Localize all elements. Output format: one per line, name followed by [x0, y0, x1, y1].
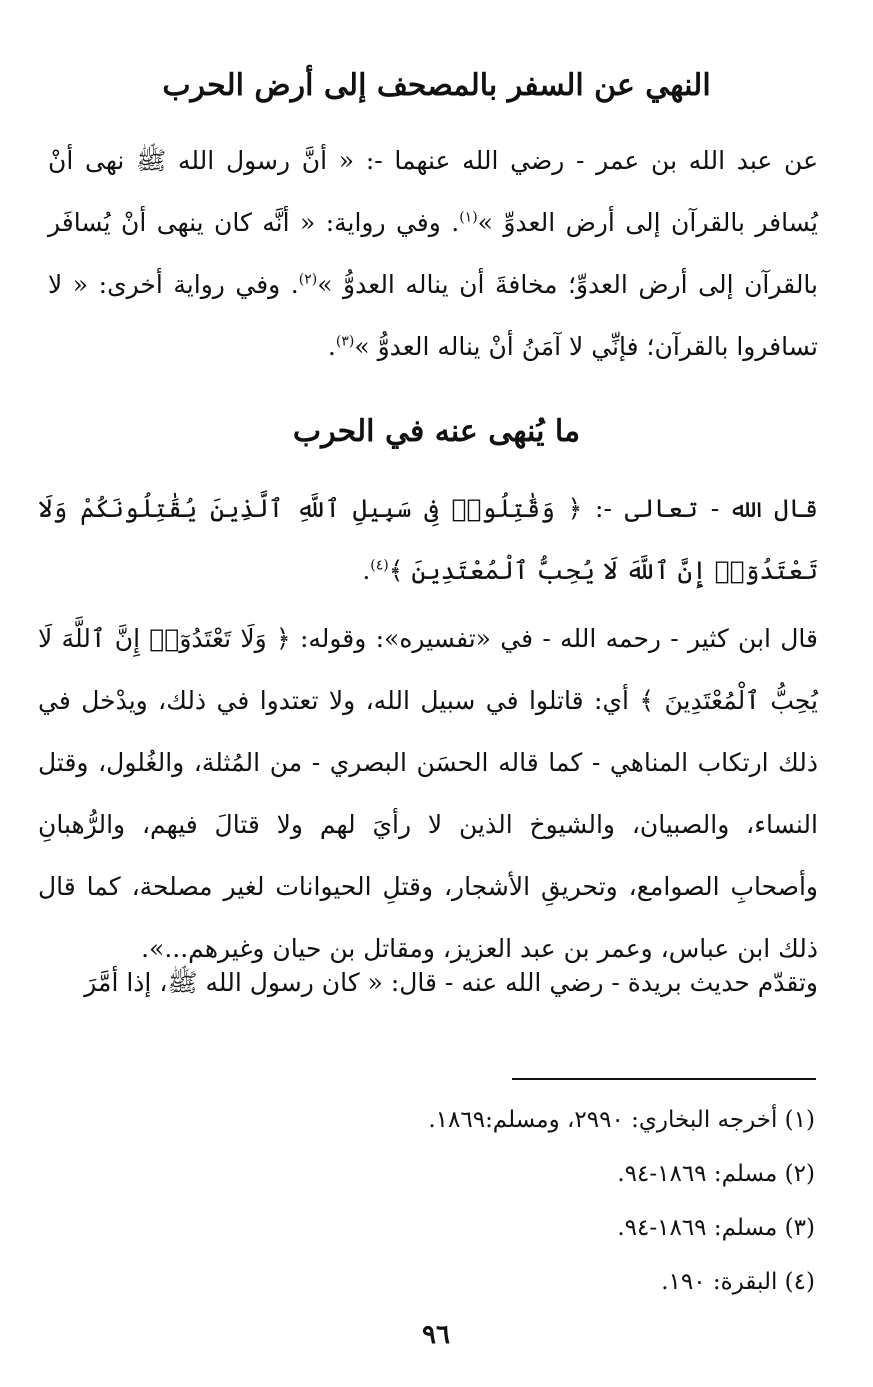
footnote-item: (٢) مسلم: ١٨٦٩-٩٤.	[617, 1161, 815, 1187]
section-title-travel: النهي عن السفر بالمصحف إلى أرض الحرب	[162, 68, 711, 103]
verse-text: قال الله - تعالى -: ﴿ وَقَٰتِلُوا۟ فِى سَبِيلِ ٱللَّهِ ٱلَّذِينَ يُقَٰتِلُونَكُمْ وَلَا تَعْتَدُوٓا۟ إِنَّ ٱللَّهَ لَا يُحِبُّ ٱلْمُعْتَدِينَ ﴾	[38, 494, 818, 585]
footnote-ref-1: (١)	[459, 209, 478, 226]
footnote-item: (٣) مسلم: ١٨٦٩-٩٤.	[617, 1215, 815, 1241]
footnote-item: (١) أخرجه البخاري: ٢٩٩٠، ومسلم:١٨٦٩.	[428, 1107, 815, 1133]
paragraph-verse	[38, 478, 818, 602]
footnotes-list	[315, 1093, 815, 1309]
footnote-ref-4: (٤)	[370, 557, 389, 574]
footnote-item: (٤) البقرة: ١٩٠.	[661, 1269, 815, 1295]
footnote-ref-2: (٢)	[298, 271, 318, 288]
hadith-text-4: .	[327, 332, 336, 361]
footnote-divider	[512, 1078, 816, 1080]
hadith-text-1: عن عبد الله بن عمر - رضي الله عنهما -: « أنَّ رسول الله ﷺ نهى أنْ يُسافر بالقرآن إلى أرض العدوِّ »	[48, 146, 818, 237]
hadith-text-3: . وفي رواية أخرى: « لا تسافروا بالقرآن؛ فإنِّي لا آمَنُ أنْ يناله العدوُّ »	[48, 270, 818, 361]
paragraph-buraida: وتقدّم حديث بريدة - رضي الله عنه - قال: « كان رسول الله ﷺ، إذا أمَّرَ	[84, 968, 818, 997]
paragraph-tafsir: قال ابن كثير - رحمه الله - في «تفسيره»: وقوله: ﴿ وَلَا تَعْتَدُوٓا۟ إِنَّ ٱللَّهَ لَا يُحِبُّ ٱلْمُعْتَدِينَ ﴾ أي: قاتلوا في سبيل الله، ولا تعتدوا في ذلك، ويدْخل في ذلك ارتكاب المناهي - كما قاله الحسَن البصري - من المُثلة، والغُلول، وقتل النساء، والصبيان، والشيوخ الذين لا رأيَ لهم ولا قتالَ فيهم، والرُّهبانِ وأصحابِ الصوامع، وتحريقِ الأشجار، وقتلِ الحيوانات لغير مصلحة، كما قال ذلك ابن عباس، وعمر بن عبد العزيز، ومقاتل بن حيان وغيرهم...».	[38, 624, 818, 963]
verse-end: .	[362, 556, 371, 585]
footnote-ref-3: (٣)	[335, 333, 355, 350]
paragraph-travel-hadith	[48, 130, 818, 378]
page-number: ٩٦	[422, 1320, 450, 1350]
hadith-text-2: . وفي رواية: « أنَّه كان ينهى أنْ يُسافَر بالقرآن إلى أرض العدوِّ؛ مخافةَ أن يناله العدوُّ »	[48, 208, 819, 299]
section-title-war: ما يُنهى عنه في الحرب	[292, 414, 581, 449]
